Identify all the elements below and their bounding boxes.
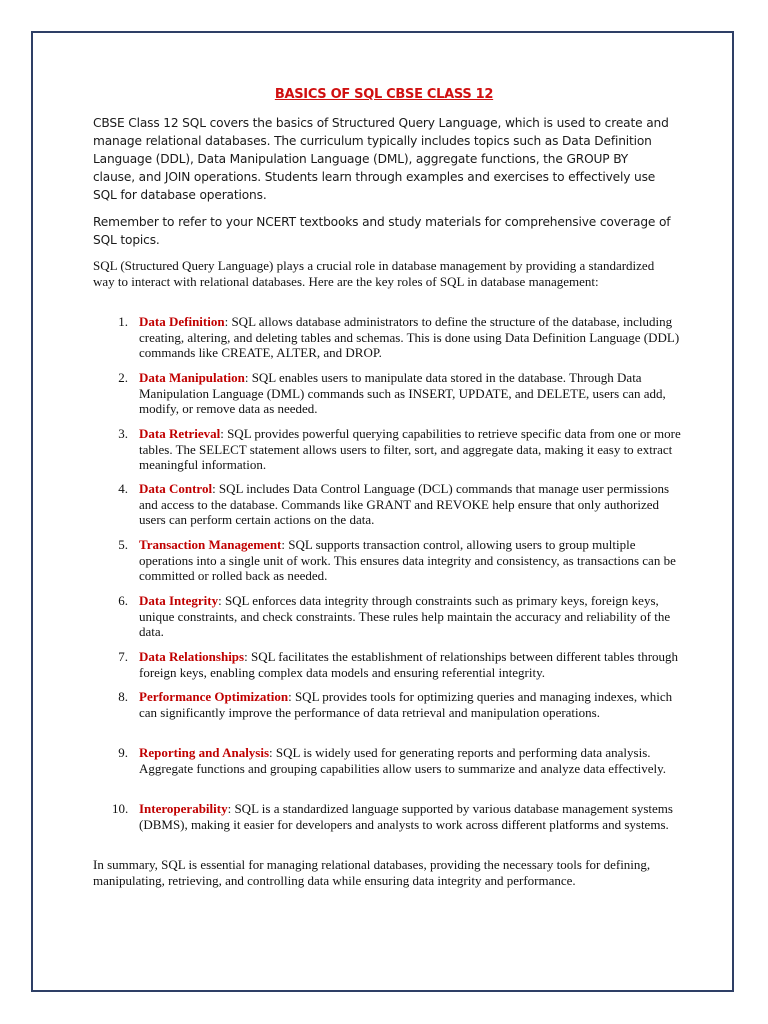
list-item-text: : SQL enforces data integrity through constraints such as primary keys, foreign keys, unique constraints, and check constraints. These rules help maintain the accuracy and reliability of the data.	[139, 593, 671, 640]
list-item-number: 10.	[112, 801, 129, 816]
list-item-term: Data Integrity	[139, 593, 219, 608]
list-item-number: 7.	[118, 649, 128, 664]
list-item-number: 8.	[118, 689, 128, 704]
intro-paragraph: CBSE Class 12 SQL covers the basics of Structured Query Language, which is used to create and manage relational databases. The curriculum typically includes topics such as Data Definition Language (DDL), Data Manipulation Language (DML), aggregate functions, the GROUP BY clause, and JOIN operations. Students learn through examples and exercises to effectively use SQL for database operations.	[93, 116, 669, 202]
list-item-number: 2.	[118, 370, 128, 385]
list-item-term: Transaction Management	[139, 537, 282, 552]
list-item-number: 1.	[118, 314, 128, 329]
list-item-number: 4.	[118, 481, 128, 496]
list-item-number: 3.	[118, 426, 128, 441]
list-item-text: : SQL supports transaction control, allowing users to group multiple operations into a single unit of work. This ensures data integrity and consistency, as transactions can be committed or rolled back as needed.	[139, 537, 676, 584]
list-item-number: 6.	[118, 593, 128, 608]
list-item-text: : SQL is widely used for generating reports and performing data analysis. Aggregate functions and grouping capabilities allow users to summarize and analyze data effectively.	[139, 745, 667, 776]
list-item-text: : SQL includes Data Control Language (DCL) commands that manage user permissions and access to the database. Commands like GRANT and REVOKE help ensure that only authorized users can perform certain actions on the data.	[139, 481, 670, 528]
reminder-paragraph: Remember to refer to your NCERT textbooks and study materials for comprehensive coverage of SQL topics.	[93, 215, 671, 247]
list-item-term: Data Definition	[139, 314, 225, 329]
list-item-term: Data Relationships	[139, 649, 245, 664]
list-item-term: Interoperability	[139, 801, 228, 816]
list-item-number: 9.	[118, 745, 128, 760]
list-item-term: Reporting and Analysis	[139, 745, 270, 760]
summary-paragraph: In summary, SQL is essential for managing relational databases, providing the necessary tools for defining, manipulating, retrieving, and controlling data while ensuring data integrity and performance.	[93, 857, 651, 888]
list-item-term: Data Retrieval	[139, 426, 221, 441]
list-item-term: Performance Optimization	[139, 689, 289, 704]
list-item-text: : SQL provides tools for optimizing queries and managing indexes, which can significantly improve the performance of data retrieval and manipulation operations.	[139, 689, 673, 720]
list-item-term: Data Control	[139, 481, 213, 496]
list-item-text: : SQL enables users to manipulate data stored in the database. Through Data Manipulation Language (DML) commands such as INSERT, UPDATE, and DELETE, users can add, modify, or remove data as needed.	[139, 370, 666, 417]
list-item-text: : SQL is a standardized language supported by various database management systems (DBMS), making it easier for developers and analysts to work across different platforms and systems.	[139, 801, 673, 832]
list-item-number: 5.	[118, 537, 128, 552]
page-title: BASICS OF SQL CBSE CLASS 12	[274, 87, 494, 102]
list-item-text: : SQL facilitates the establishment of relationships between different tables through foreign keys, enabling complex data models and ensuring referential integrity.	[139, 649, 679, 680]
roles-intro-paragraph: SQL (Structured Query Language) plays a crucial role in database management by providing a standardized way to interact with relational databases. Here are the key roles of SQL in database management:	[93, 258, 655, 289]
list-item-term: Data Manipulation	[139, 370, 245, 385]
list-item-text: : SQL provides powerful querying capabilities to retrieve specific data from one or more tables. The SELECT statement allows users to filter, sort, and aggregate data, making it easy to extract meaningful information.	[139, 426, 681, 473]
list-item-text: : SQL allows database administrators to define the structure of the database, including creating, altering, and deleting tables and schemas. This is done using Data Definition Language (DDL) commands like CREATE, ALTER, and DROP.	[139, 314, 680, 361]
